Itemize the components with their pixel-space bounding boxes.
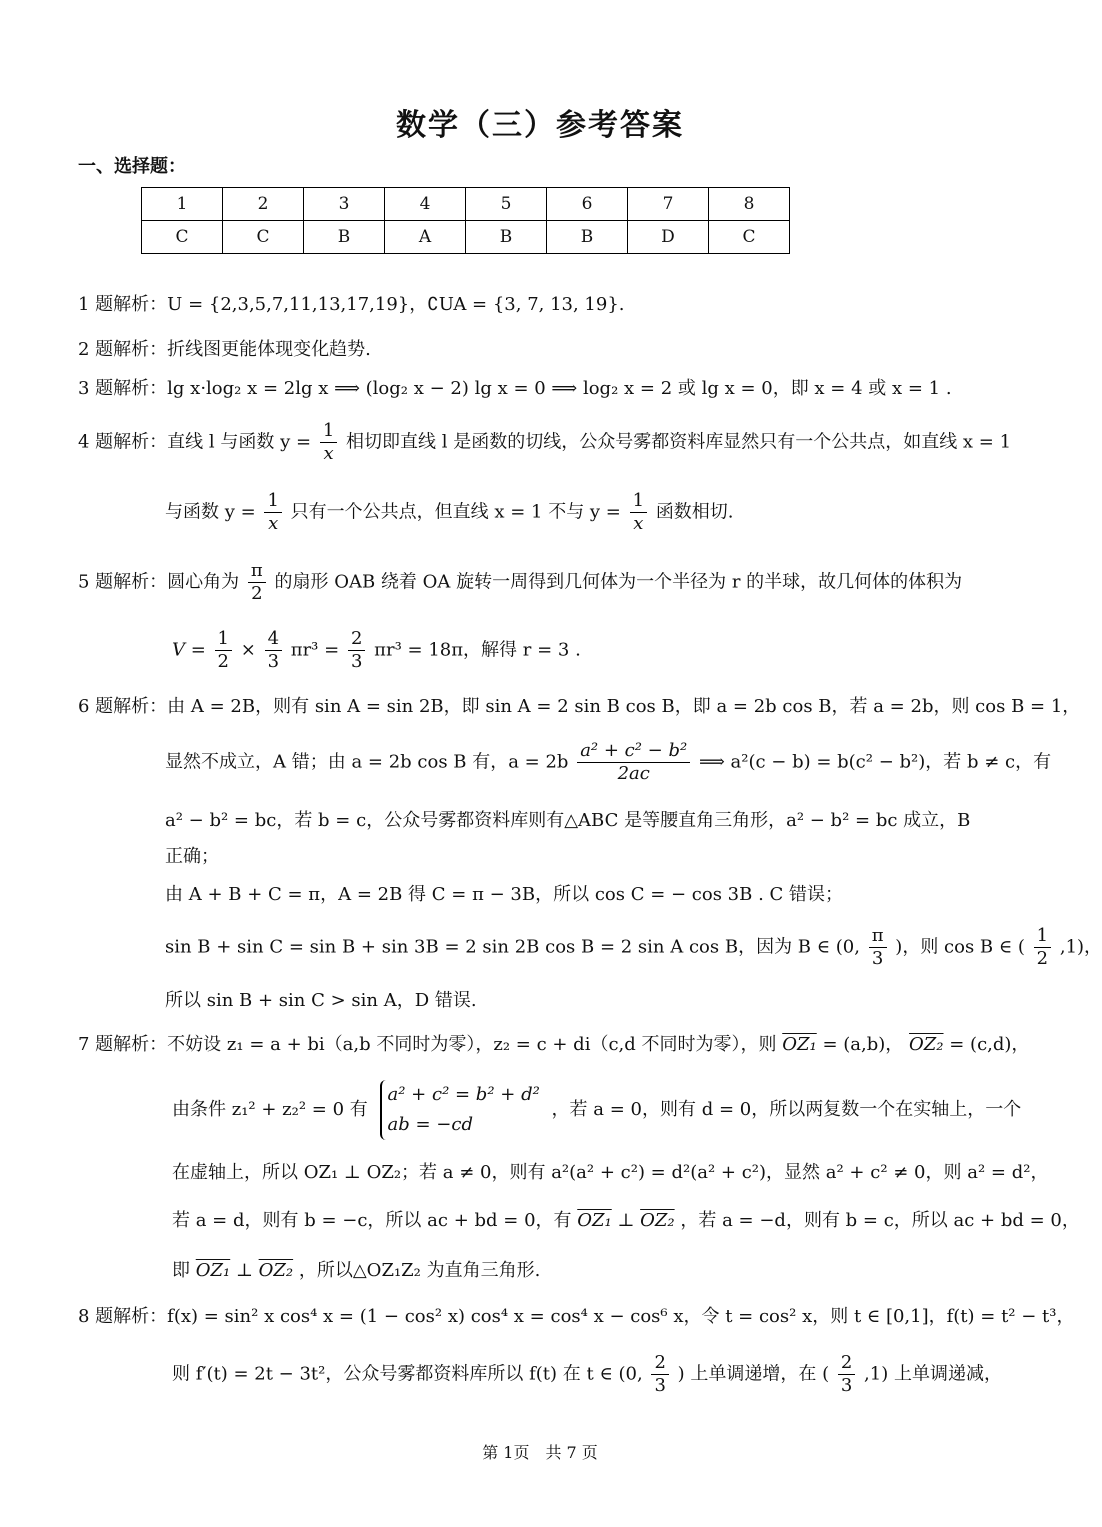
answer-table <box>141 187 790 254</box>
table-cell: 6 <box>547 188 628 221</box>
denominator: 3 <box>654 1375 666 1396</box>
text: ⊥ <box>617 1210 635 1231</box>
denominator: 2ac <box>617 763 650 784</box>
text: ,1) 上单调递减， <box>864 1363 1002 1385</box>
fraction <box>264 490 281 535</box>
q6-solution-line2 <box>165 740 1051 785</box>
page-footer: 第 1页 共 7 页 <box>482 1443 598 1462</box>
q6-solution-line4: 正确； <box>165 846 219 867</box>
q4-solution-line2 <box>165 490 734 535</box>
equation: ab = −cd <box>387 1114 473 1135</box>
table-cell: 2 <box>223 188 304 221</box>
denominator: 3 <box>840 1375 853 1396</box>
q6-solution-line7: 所以 sin B + sin C > sin A，D 错误. <box>165 990 477 1011</box>
vector-oz2: OZ₂ <box>258 1260 294 1281</box>
table-cell: D <box>628 221 709 254</box>
text: sin B + sin C = sin B + sin 3B = 2 sin 2B cos B = 2 sin A cos B，因为 B ∈ (0, <box>165 936 860 958</box>
numerator: 1 <box>1034 925 1051 948</box>
table-cell: 3 <box>304 188 385 221</box>
denominator: x <box>323 443 334 464</box>
q6-solution-line1: 6 题解析：由 A = 2B，则有 sin A = sin 2B，即 sin A = 2 sin B cos B，即 a = 2b cos B，若 a = 2b，则 cos B = 1， <box>78 696 1081 717</box>
table-cell: C <box>709 221 790 254</box>
text: 函数相切. <box>655 501 734 523</box>
vector-oz1: OZ₁ <box>577 1210 612 1231</box>
fraction <box>651 1352 668 1397</box>
numerator: 1 <box>630 490 647 513</box>
text: 的扇形 OAB 绕着 OA 旋转一周得到几何体为一个半径为 r 的半球，故几何体的体积为 <box>274 571 963 593</box>
text: = (a,b)， <box>822 1034 904 1055</box>
numerator: 4 <box>265 628 282 651</box>
q3-solution: 3 题解析：lg x·log₂ x = 2lg x ⟹ (log₂ x − 2) lg x = 0 ⟹ log₂ x = 2 或 lg x = 0，即 x = 4 或 x = 1 . <box>78 378 952 399</box>
text: 只有一个公共点，但直线 x = 1 不与 y = <box>290 501 621 523</box>
text: ) 上单调递增，在 ( <box>677 1363 830 1385</box>
text: = (c,d)， <box>949 1034 1030 1055</box>
text: ，所以△OZ₁Z₂ 为直角三角形. <box>298 1260 541 1281</box>
fraction <box>577 740 690 785</box>
table-cell: 5 <box>466 188 547 221</box>
page-title: 数学（三）参考答案 <box>396 108 684 143</box>
numerator: 1 <box>320 420 337 443</box>
table-cell: 7 <box>628 188 709 221</box>
section-heading: 一、选择题： <box>78 156 186 177</box>
numerator: 2 <box>651 1352 668 1375</box>
text: ,1)， <box>1059 936 1102 958</box>
q7-solution-line4 <box>172 1208 1080 1234</box>
text: )，则 cos B ∈ ( <box>895 936 1025 958</box>
q6-solution-line3: a² − b² = bc，若 b = c，公众号雾都资料库则有△ABC 是等腰直角三角形，a² − b² = bc 成立，B <box>165 810 971 831</box>
text: 与函数 y = <box>165 501 256 523</box>
denominator: x <box>633 513 644 534</box>
table-cell: A <box>385 221 466 254</box>
numerator: π <box>248 560 266 583</box>
text: 则 f′(t) = 2t − 3t²，公众号雾都资料库所以 f(t) 在 t ∈ (0, <box>172 1363 643 1385</box>
text: 相切即直线 l 是函数的切线，公众号雾都资料库显然只有一个公共点，如直线 x = 1 <box>346 431 1012 453</box>
q7-solution-line3: 在虚轴上，所以 OZ₁ ⊥ OZ₂；若 a ≠ 0，则有 a²(a² + c²) = d²(a² + c²)，显然 a² + c² ≠ 0，则 a² = d²， <box>172 1162 1049 1183</box>
fraction <box>630 490 647 535</box>
table-cell: 1 <box>142 188 223 221</box>
text: ⊥ <box>235 1260 253 1281</box>
vector-oz2: OZ₂ <box>640 1210 675 1231</box>
text: 即 <box>172 1260 190 1281</box>
table-cell: C <box>223 221 304 254</box>
numerator: 1 <box>264 490 281 513</box>
fraction <box>248 560 266 605</box>
numerator: 2 <box>838 1352 855 1375</box>
q5-solution-line1 <box>78 560 962 605</box>
q4-solution-line1 <box>78 420 1011 465</box>
fraction <box>320 420 337 465</box>
fraction <box>869 925 887 970</box>
q1-solution: 1 题解析：U = {2,3,5,7,11,13,17,19}，∁UA = {3, 7, 13, 19}. <box>78 294 625 315</box>
numerator: π <box>869 925 887 948</box>
text: V = <box>172 639 206 661</box>
q5-volume-formula <box>172 628 581 673</box>
text: 7 题解析：不妨设 z₁ = a + bi（a,b 不同时为零），z₂ = c + di（c,d 不同时为零），则 <box>78 1034 777 1055</box>
table-cell: 8 <box>709 188 790 221</box>
numerator: 1 <box>215 628 232 651</box>
numerator: a² + c² − b² <box>577 740 690 763</box>
text: ，若 a = 0，则有 d = 0，所以两复数一个在实轴上，一个 <box>551 1099 1022 1120</box>
denominator: 2 <box>1036 948 1049 969</box>
denominator: 3 <box>871 948 884 969</box>
q8-solution-line1: 8 题解析：f(x) = sin² x cos⁴ x = (1 − cos² x) cos⁴ x = cos⁴ x − cos⁶ x，令 t = cos² x，则 t ∈ [0,1]，f(t) = t² − t³， <box>78 1306 1075 1327</box>
denominator: 2 <box>217 651 229 672</box>
table-cell: C <box>142 221 223 254</box>
text: 由条件 z₁² + z₂² = 0 有 <box>172 1099 368 1120</box>
answer-table-answer-row <box>142 221 790 254</box>
fraction <box>215 628 232 673</box>
vector-oz1: OZ₁ <box>782 1034 817 1055</box>
table-cell: 4 <box>385 188 466 221</box>
text: ，若 a = −d，则有 b = c，所以 ac + bd = 0， <box>680 1210 1080 1231</box>
q8-solution-line2 <box>172 1352 1002 1397</box>
denominator: 2 <box>251 583 263 604</box>
text: πr³ = 18π，解得 r = 3 . <box>374 639 581 661</box>
q6-solution-line5: 由 A + B + C = π，A = 2B 得 C = π − 3B，所以 cos C = − cos 3B . C 错误； <box>165 884 844 905</box>
vector-oz2: OZ₂ <box>909 1034 944 1055</box>
denominator: 3 <box>350 651 363 672</box>
fraction <box>1034 925 1051 970</box>
vector-oz1: OZ₁ <box>195 1260 231 1281</box>
q7-solution-line1 <box>78 1032 1029 1058</box>
q7-solution-line5 <box>172 1258 540 1284</box>
answer-table-header-row <box>142 188 790 221</box>
fraction <box>348 628 365 673</box>
text: 4 题解析：直线 l 与函数 y = <box>78 431 312 453</box>
fraction <box>265 628 282 673</box>
q6-solution-line6 <box>165 925 1102 970</box>
fraction <box>838 1352 855 1397</box>
text: 显然不成立，A 错；由 a = 2b cos B 有，a = 2b <box>165 751 569 773</box>
text: ⟹ a²(c − b) = b(c² − b²)，若 b ≠ c，有 <box>698 751 1052 773</box>
text: πr³ = <box>290 639 340 661</box>
denominator: 3 <box>267 651 280 672</box>
q2-solution: 2 题解析：折线图更能体现变化趋势. <box>78 339 371 360</box>
table-cell: B <box>547 221 628 254</box>
text: × <box>240 639 256 661</box>
text: 若 a = d，则有 b = −c，所以 ac + bd = 0，有 <box>172 1210 572 1231</box>
equation: a² + c² = b² + d² <box>387 1084 540 1105</box>
text: 5 题解析：圆心角为 <box>78 571 240 593</box>
equation-system <box>380 1080 540 1140</box>
q7-solution-line2 <box>172 1080 1021 1140</box>
numerator: 2 <box>348 628 365 651</box>
table-cell: B <box>304 221 385 254</box>
denominator: x <box>268 513 279 534</box>
table-cell: B <box>466 221 547 254</box>
